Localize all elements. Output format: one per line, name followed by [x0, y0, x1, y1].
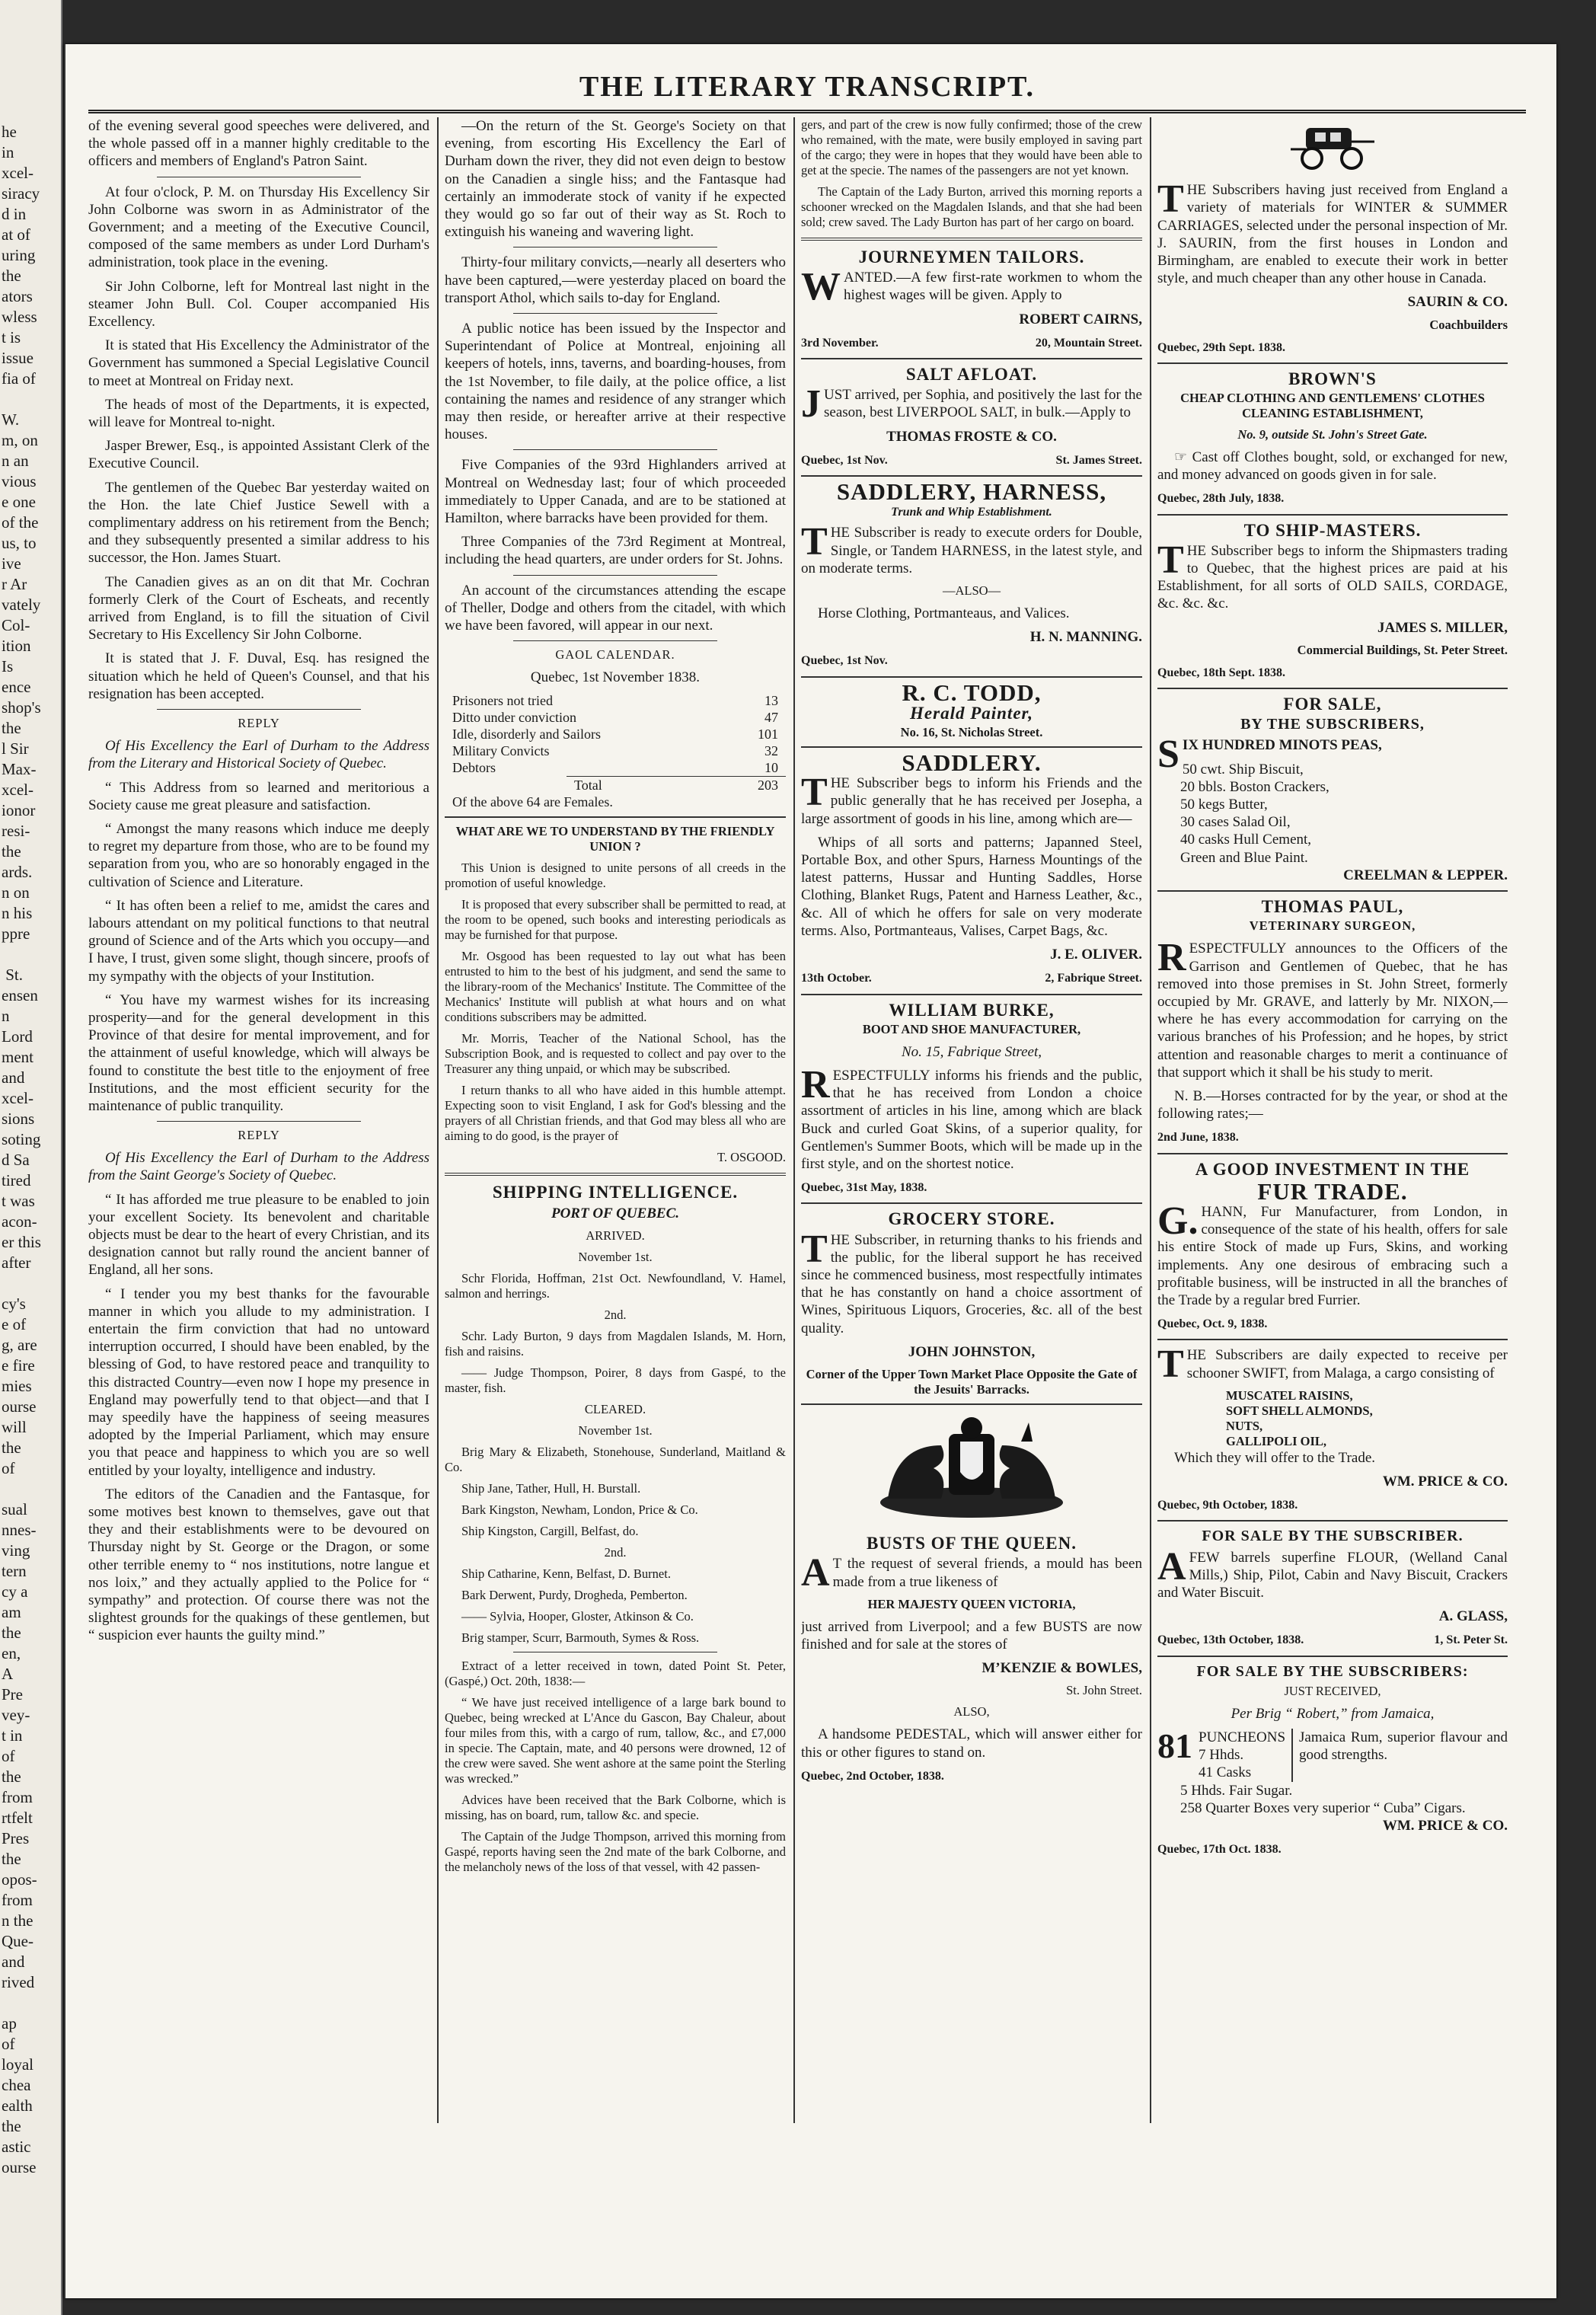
ad-subheading: CHEAP CLOTHING AND GENTLEMENS' CLOTHES CLEANING ESTABLISHMENT,: [1180, 391, 1485, 421]
ad-date: 13th October.: [801, 972, 872, 985]
paragraph: At four o'clock, P. M. on Thursday His Excellency Sir John Colborne was sworn in as Administrator of the Government; and a meeting of the Executive Council, composed of the same members as under Lord Durham's administration, took place in the evening.: [88, 184, 429, 271]
ad-body: RESPECTFULLY informs his friends and the public, that he has received from London a choice assortment of articles in his line, among which are black Buck and curled Goat Skins, of a superior quality, for Gentlemen's Summer Boots, which will be made up in the first style, and on the shortest notice.: [801, 1062, 1142, 1172]
paragraph: gers, and part of the crew is now fully confirmed; those of the crew who remained, with the mate, were busily employed in saving part of the cargo; they were in hopes that they would have been able to get at the specie. The names of the passengers are not yet known.: [801, 117, 1142, 177]
column-rule: [1150, 117, 1151, 2123]
list-item: 41 Casks: [1199, 1764, 1252, 1781]
gaol-row: Military Convicts 32: [452, 743, 778, 759]
ad-body: just arrived from Liverpool; and a few BUSTS are now finished and for sale at the stores of: [801, 1618, 1142, 1652]
paragraph: “ We have just received intelligence of a large bark bound to Quebec, being wrecked at L'Ance du Gascon, Bay Chaleur, about four miles from this, with a cargo of rum, tallow, &c., and £7,000 in specie. The Captain, mate, and 40 persons were drowned, 12 of the crew were saved. She went ashore at the same point the Sterling was wrecked.”: [445, 1694, 786, 1786]
shipping-entry: Ship Catharine, Kenn, Belfast, D. Burnet.: [461, 1566, 671, 1581]
divider: [1157, 362, 1508, 364]
paragraph: The Captain of the Judge Thompson, arrived this morning from Gaspé, reports having seen the 2nd mate of the bark Colborne, and the melancholy news of the loss of that vessel, with 42 passen-: [445, 1828, 786, 1874]
paragraph: I return thanks to all who have aided in this humble attempt. Expecting soon to visit England, I ask for God's blessing and the prayers of all Christian friends, and that God may bless all who are aiming to do good, is the prayer of: [445, 1083, 786, 1144]
ad-date: Quebec, 31st May, 1838.: [801, 1181, 927, 1195]
union-heading: WHAT ARE WE TO UNDERSTAND BY THE FRIENDLY UNION ?: [455, 824, 775, 854]
previous-page-edge: [0, 0, 62, 2315]
ad-address: St. John Street.: [1066, 1683, 1142, 1698]
ad-body: G.HANN, Fur Manufacturer, from London, in consequence of the state of his health, offers for sale his entire Stock of made up Furs, Skins, and working implements. Any one desirous of embracing such a profitable business, will be instructed in all the branches of the Trade by a regular bred Furrier.: [1157, 1199, 1508, 1308]
ad-subheading: JUST RECEIVED,: [1284, 1683, 1381, 1698]
ad-body: N. B.—Horses contracted for by the year, or shod at the following rates;—: [1157, 1087, 1508, 1122]
ad-body: THE Subscribers are daily expected to receive per schooner SWIFT, from Malaga, a cargo consisting of: [1157, 1343, 1508, 1387]
ad-heading: WILLIAM BURKE,: [889, 1000, 1055, 1020]
ad-heading: FOR SALE,: [1283, 694, 1382, 714]
ad-address: 2, Fabrique Street.: [1045, 972, 1142, 985]
paragraph: “ This Address from so learned and meritorious a Society cause me great pleasure and satisfaction.: [88, 779, 429, 813]
paragraph: An account of the circumstances attending the escape of Theller, Dodge and others from the citadel, with which we have been favored, will appear in our next.: [445, 582, 786, 634]
list-item: 258 Quarter Boxes very superior “ Cuba” Cigars.: [1180, 1799, 1466, 1816]
divider: [1157, 1339, 1508, 1340]
paragraph: of the evening several good speeches were delivered, and the whole passed off in a manner highly creditable to the officers and members of England's Patron Saint.: [88, 118, 429, 170]
coat-of-arms-icon: [873, 1411, 1071, 1525]
divider: [801, 676, 1142, 678]
ad-address: No. 15, Fabrique Street,: [902, 1043, 1042, 1060]
column-rule: [793, 117, 795, 2123]
arrived-label: ARRIVED.: [586, 1228, 645, 1243]
list-item: MUSCATEL RAISINS,: [1226, 1387, 1353, 1403]
ad-date: 2nd June, 1838.: [1157, 1131, 1239, 1145]
ad-body: AFEW barrels superfine FLOUR, (Welland Canal Mills,) Ship, Pilot, Cabin and Navy Biscuit, Crackers and Water Biscuit.: [1157, 1544, 1508, 1601]
list-item: 50 cwt. Ship Biscuit,: [1182, 761, 1304, 778]
ad-date: Quebec, 13th October, 1838.: [1157, 1633, 1304, 1647]
sale-list: [1157, 761, 1508, 867]
reply-heading: Of His Excellency the Earl of Durham to the Address from the Literary and Historical Society of Quebec.: [88, 738, 429, 772]
ad-subheading: VETERINARY SURGEON,: [1249, 918, 1416, 934]
shipping-entry: Schr Florida, Hoffman, 21st Oct. Newfoundland, V. Hamel, salmon and herrings.: [445, 1270, 786, 1301]
list-item: GALLIPOLI OIL,: [1226, 1433, 1327, 1448]
reply-heading: Of His Excellency the Earl of Durham to the Address from the Saint George's Society of Quebec.: [88, 1150, 429, 1184]
ad-body: SIX HUNDRED MINOTS PEAS,: [1157, 733, 1382, 777]
ad-body: Which they will offer to the Trade.: [1174, 1449, 1376, 1466]
ad-subheading: Per Brig “ Robert,” from Jamaica,: [1231, 1705, 1435, 1722]
shipping-entry: Ship Jane, Tather, Hull, H. Burstall.: [461, 1480, 641, 1496]
divider: [513, 640, 718, 641]
divider: [801, 1403, 1142, 1405]
paragraph: “ You have my warmest wishes for its increasing prosperity—and for the general development in this Province of that desire for mental improvement, and for the attainment of useful knowledge, which will always be found to constitute the best title to the enjoyment of free Institutions, and the most efficient security for the maintenance of public tranquility.: [88, 991, 429, 1114]
ad-also: ALSO,: [953, 1704, 990, 1719]
ad-body: THE Subscriber, in returning thanks to his friends and the public, for the liberal support he has received since he commenced business, most respectfully intimates that he has constantly on hand a choice assortment of Wines, Spirituous Liquors, Groceries, &c. all of the best quality.: [801, 1227, 1142, 1336]
paragraph: Extract of a letter received in town, dated Point St. Peter, (Gaspé,) Oct. 20th, 1838:—: [445, 1658, 786, 1688]
paragraph: Thirty-four military convicts,—nearly all deserters who have been captured,—were yesterday placed on board the transport Athol, which sails to-day for England.: [445, 254, 786, 306]
shipping-entry: Brig Mary & Elizabeth, Stonehouse, Sunderland, Maitland & Co.: [445, 1444, 786, 1474]
ad-heading: TO SHIP-MASTERS.: [1243, 520, 1422, 540]
divider: [445, 1173, 786, 1176]
column-rule: [437, 117, 439, 2123]
ad-body: ☞ Cast off Clothes bought, sold, or exchanged for new, and money advanced on goods given in for sale.: [1157, 449, 1508, 484]
divider: [513, 449, 718, 450]
ad-date: Quebec, 17th Oct. 1838.: [1157, 1843, 1282, 1857]
cleared-label: CLEARED.: [584, 1401, 646, 1416]
ad-address: Corner of the Upper Town Market Place Opposite the Gate of the Jesuits' Barracks.: [806, 1366, 1138, 1397]
paragraph: The editors of the Canadien and the Fantasque, for some motives best known to themselves, gave out that they and their establishments were to be devoured on Thursday night by St. George or the Dragon, or some other terrible enemy to “ nos institutions, notre langue et nos loix,” and they actually applied to the Police for “ sympathy” and protection. Of course there was not the slightest grounds for the quakings of these gentlemen, but “ suspicion ever haunts the guilty mind.”: [88, 1486, 429, 1644]
list-item: 40 casks Hull Cement,: [1180, 832, 1312, 848]
paragraph: The Canadien gives as an on dit that Mr. Cochran formerly Clerk of the Court of Escheats, and recently arrived from England, is to fill the situation of Civil Secretary to His Excellency Sir John Colborne.: [88, 573, 429, 643]
divider: [801, 358, 1142, 359]
reply-label: REPLY: [238, 716, 280, 731]
ad-address: No. 9, outside St. John's Street Gate.: [1237, 427, 1428, 442]
ad-address: Commercial Buildings, St. Peter Street.: [1297, 642, 1508, 657]
ad-also: —ALSO—: [942, 583, 1001, 599]
shipping-entry: Bark Derwent, Purdy, Drogheda, Pemberton.: [461, 1587, 688, 1602]
signature: JOHN JOHNSTON,: [908, 1343, 1036, 1360]
ad-date: Quebec, 28th July, 1838.: [1157, 492, 1285, 506]
column-3: [801, 117, 1142, 2123]
ad-address: No. 16, St. Nicholas Street.: [900, 725, 1043, 740]
signature: WM. PRICE & CO.: [1382, 1818, 1508, 1834]
divider: [1157, 890, 1508, 892]
ad-heading: THOMAS PAUL,: [1261, 897, 1404, 917]
gaol-title: GAOL CALENDAR.: [555, 647, 675, 663]
ad-address: 20, Mountain Street.: [1035, 336, 1142, 350]
divider: [801, 1202, 1142, 1204]
ad-body: THE Subscriber begs to inform the Shipmasters trading to Quebec, that the highest prices are paid at his Establishment, for all sorts of OLD SAILS, CORDAGE, &c. &c. &c.: [1157, 538, 1508, 612]
paragraph: The heads of most of the Departments, it is expected, will leave for Montreal to-night.: [88, 396, 429, 431]
ad-body: Whips of all sorts and patterns; Japanned Steel, Portable Box, and other Spurs, Harness Mountings of the latest patterns, Hussar and Hunting Saddles, Horse Clothing, Blanket Rugs, Patent and Harness Leather, &c., &c. All of which he offers for sale on very moderate terms. Also, Portmanteaus, Valises, Carpet Bags, &c.: [801, 834, 1142, 939]
masthead-rule: [88, 110, 1526, 113]
paragraph: The Captain of the Lady Burton, arrived this morning reports a schooner wrecked on the Magdalen Islands, and that she had been sold; crew saved. The Lady Burton has part of her cargo on board.: [801, 184, 1142, 229]
ad-highlight: HER MAJESTY QUEEN VICTORIA,: [867, 1596, 1076, 1611]
column-2: [445, 117, 786, 2123]
ad-subheading: BOOT AND SHOE MANUFACTURER,: [862, 1021, 1081, 1036]
signature: WM. PRICE & CO.: [1382, 1473, 1508, 1490]
paragraph: Mr. Osgood has been requested to lay out what has been entrusted to him to the best of his judgment, and send the same to the library-room of the Mechanics' Institute. The Committee of the Mechanics' Institute will publish at what hours and on what conditions subscribers may be admitted.: [445, 949, 786, 1025]
paragraph: The gentlemen of the Quebec Bar yesterday waited on the Hon. the late Chief Justice Sewell with a complimentary address on his retirement from the Bench; and they subsequently presented a similar address to his successor, the Hon. James Stuart.: [88, 479, 429, 567]
divider: [513, 313, 718, 314]
rum-count: 81: [1157, 1726, 1192, 1765]
divider: [157, 1121, 362, 1122]
signature: H. N. MANNING.: [1029, 629, 1142, 646]
paragraph: It is stated that J. F. Duval, Esq. has resigned the situation which he held of Queen's Counsel, and that his resignation has been accepted.: [88, 650, 429, 702]
signature: M’KENZIE & BOWLES,: [982, 1660, 1142, 1677]
shipping-entry: Ship Kingston, Cargill, Belfast, do.: [461, 1523, 639, 1538]
gaol-table: [445, 692, 786, 810]
list-item: 7 Hhds.: [1199, 1747, 1244, 1764]
ad-subheading: BY THE SUBSCRIBERS,: [1240, 716, 1425, 733]
gaol-total-row: Total 203: [567, 776, 786, 793]
divider: [1157, 1153, 1508, 1154]
shipping-entry: Schr. Lady Burton, 9 days from Magdalen Islands, M. Horn, fish and raisins.: [445, 1328, 786, 1359]
ad-body: JUST arrived, per Sophia, and positively the last for the season, best LIVERPOOL SALT, in bulk.—Apply to: [801, 382, 1142, 426]
paragraph: A public notice has been issued by the Inspector and Superintendant of Police at Montreal, enjoining all keepers of hotels, inns, taverns, and boarding-houses, from the 1st November, to file daily, at the police office, a list containing the names and residence of any stranger which may then reside, or hereafter arrive at their respective houses.: [445, 321, 786, 443]
ad-body: Horse Clothing, Portmanteaus, and Valices.: [818, 605, 1070, 622]
signature: ROBERT CAIRNS,: [1019, 311, 1142, 327]
ad-body: A handsome PEDESTAL, which will answer either for this or other figures to stand on.: [801, 1726, 1142, 1761]
ad-date: Quebec, 18th Sept. 1838.: [1157, 666, 1285, 679]
paragraph: “ It has afforded me true pleasure to be enabled to join your excellent Society. Its benevolent and charitable objects must be dear to the heart of every Christian, and its designation cannot but rally round the ancient banner of England, all her sons.: [88, 1191, 429, 1279]
carriage-icon: [1283, 119, 1382, 172]
ad-date: Quebec, 2nd October, 1838.: [801, 1769, 944, 1783]
signature: CREELMAN & LEPPER.: [1343, 867, 1508, 883]
column-1: [88, 117, 429, 2123]
date-label: November 1st.: [578, 1249, 653, 1264]
ad-heading: GROCERY STORE.: [888, 1209, 1055, 1229]
shipping-heading: SHIPPING INTELLIGENCE.: [492, 1183, 739, 1202]
list-item: 20 bbls. Boston Crackers,: [1180, 778, 1329, 795]
ad-heading: BROWN'S: [1288, 369, 1377, 388]
divider: [1157, 1520, 1508, 1522]
ad-date: Quebec, 1st Nov.: [801, 453, 888, 467]
list-item: PUNCHEONS: [1199, 1729, 1286, 1745]
ad-heading: FOR SALE BY THE SUBSCRIBERS:: [1196, 1662, 1469, 1680]
paragraph: It is proposed that every subscriber shall be permitted to read, at the room to be opened, such books and interesting periodicals as may be furnished for that purpose.: [445, 897, 786, 943]
divider: [445, 816, 786, 818]
rum-block: [1157, 1726, 1508, 1782]
rum-description: Jamaica Rum, superior flavour and good strengths.: [1299, 1729, 1508, 1764]
ad-subheading: Herald Painter,: [910, 703, 1033, 723]
carriage-image: [1157, 119, 1508, 177]
ad-heading: R. C. TODD,: [902, 679, 1042, 706]
ad-body: AT the request of several friends, a mould has been made from a true likeness of: [801, 1551, 1142, 1595]
reply-label: REPLY: [238, 1128, 280, 1143]
paragraph: Jasper Brewer, Esq., is appointed Assistant Clerk of the Executive Council.: [88, 438, 429, 472]
paragraph: Sir John Colborne, left for Montreal last night in the steamer John Bull. Col. Couper accompanied His Excellency.: [88, 278, 429, 330]
royal-coat-of-arms: [801, 1411, 1142, 1530]
shipping-entry: —— Judge Thompson, Poirer, 8 days from Gaspé, to the master, fish.: [445, 1365, 786, 1395]
previous-page-text: he in xcel- siracy d in at of uring the ators wless t is issue fia of W. m, on n an vious e one of the us, to ive r Ar vately Col- ition Is ence shop's the l Sir Max- xcel- ionor resi- the ards. n on n his ppre St. ensen n Lord ment and xcel- sions soting d Sa tired t was acon- er this after cy's e of g, are e fire mies ourse will the of sual nnes- ving tern cy a am the en, A Pre vey- t in of the from rtfelt Pres the opos- from n the Que- and rived ap of loyal chea ealth the astic ourse: [2, 123, 41, 2176]
divider: [1157, 1656, 1508, 1657]
pointing-hand-icon: ☞: [1174, 449, 1188, 466]
divider: [1157, 514, 1508, 516]
ad-address: 1, St. Peter St.: [1434, 1633, 1508, 1647]
date-label: November 1st.: [578, 1423, 653, 1438]
list-item: NUTS,: [1226, 1418, 1263, 1433]
gaol-row: Prisoners not tried 13: [452, 693, 778, 709]
paragraph: This Union is designed to unite persons of all creeds in the promotion of useful knowledge.: [445, 861, 786, 891]
ad-heading: SADDLERY, HARNESS,: [836, 478, 1107, 506]
ad-heading-large: FUR TRADE.: [1257, 1177, 1408, 1205]
list-item: SOFT SHELL ALMONDS,: [1226, 1403, 1373, 1418]
ad-body: THE Subscriber is ready to execute orders for Double, Single, or Tandem HARNESS, in the latest style, and on moderate terms.: [801, 520, 1142, 576]
gaol-females: Of the above 64 are Females.: [452, 794, 613, 810]
ad-body: RESPECTFULLY announces to the Officers of the Garrison and Gentlemen of Quebec, that he has removed into those premises in St. John Street, formerly occupied by Mr. GRAVE, and latterly by Mr. NIXON,—where he has every accommodation for carrying on the various branches of his Profession; and he hopes, by strict attention and reasonable charges to merit a continuance of that support which it shall be his study to merit.: [1157, 936, 1508, 1081]
list-item: 5 Hhds. Fair Sugar.: [1180, 1782, 1293, 1799]
paragraph: —On the return of the St. George's Society on that evening, from escorting His Excellency the Earl of Durham down the river, they did not even deign to bestow on the Canadien a single hiss; and the Fantasque had certainly an immoderate stock of vanity if he expected they would go so far out of their way as St. Roch to extinguish his waneing and wavering light.: [445, 118, 786, 241]
rum-extra-list: [1157, 1782, 1508, 1817]
paragraph: Three Companies of the 73rd Regiment at Montreal, including the head quarters, are under orders for St. Johns.: [445, 534, 786, 568]
ad-body: THE Subscribers having just received from England a variety of materials for WINTER & SUMMER CARRIAGES, selected under the personal inspection of Mr. J. SAURIN, from the first houses in London and Birmingham, are enabled to execute their work in better style, and much cheaper than any other house in Canada.: [1157, 177, 1508, 287]
ad-body: THE Subscriber begs to inform his Friends and the public generally that he has received per Josepha, a large assortment of goods in his line, among which are—: [801, 771, 1142, 827]
cargo-list: [1157, 1388, 1508, 1449]
date-label: 2nd.: [604, 1544, 627, 1560]
ad-heading: FOR SALE BY THE SUBSCRIBER.: [1202, 1528, 1464, 1545]
paragraph: It is stated that His Excellency the Administrator of the Government has summoned a Special Legislative Council to meet at Montreal on Friday next.: [88, 337, 429, 389]
divider: [801, 475, 1142, 477]
column-4: [1157, 117, 1508, 2123]
gaol-row: Debtors 10: [452, 760, 778, 776]
ad-date: 3rd November.: [801, 336, 879, 350]
ad-heading: A GOOD INVESTMENT IN THE: [1195, 1159, 1470, 1179]
ad-date: Quebec, Oct. 9, 1838.: [1157, 1317, 1268, 1331]
paragraph: Advices have been received that the Bark Colborne, which is missing, has on board, rum, tallow &c. and specie.: [445, 1792, 786, 1822]
ad-body: WANTED.—A few first-rate workmen to whom the highest wages will be given. Apply to: [801, 265, 1142, 309]
gaol-row: Idle, disorderly and Sailors 101: [452, 726, 778, 742]
ad-heading: JOURNEYMEN TAILORS.: [858, 247, 1085, 267]
list-item: 50 kegs Butter,: [1180, 797, 1268, 813]
divider: [801, 994, 1142, 995]
shipping-entry: —— Sylvia, Hooper, Gloster, Atkinson & Co.: [461, 1608, 694, 1624]
date-label: 2nd.: [604, 1307, 627, 1322]
paragraph: “ I tender you my best thanks for the favourable manner in which you allude to my administration. I entertain the firm conviction that had no untoward interruption occurred, I should have been enabled, by the blessing of God, to have restored peace and tranquility to this distracted Country—even now I hope my presence in England may powerfully tend to that object—and that I may speedily have the happiness of seeing measures adopted by the Imperial Parliament, which may ensure you that peace and happiness to which you are so well entitled by your loyalty, intelligence and industry.: [88, 1285, 429, 1479]
divider: [801, 238, 1142, 241]
ad-date: Quebec, 9th October, 1838.: [1157, 1499, 1298, 1512]
ad-heading: BUSTS OF THE QUEEN.: [867, 1534, 1077, 1553]
rum-items: [1199, 1729, 1293, 1782]
list-item: Green and Blue Paint.: [1180, 849, 1308, 866]
shipping-entry: Brig stamper, Scurr, Barmouth, Symes & Ross.: [461, 1630, 700, 1645]
gaol-date: Quebec, 1st November 1838.: [530, 669, 701, 686]
masthead-title: THE LITERARY TRANSCRIPT.: [579, 71, 1036, 103]
paragraph: “ Amongst the many reasons which induce me deeply to regret my departure from those, who are to be found my separation from you, who are so honorably engaged in the cultivation of Science and Literature.: [88, 820, 429, 890]
ad-heading: SADDLERY.: [902, 749, 1042, 777]
port-heading: PORT OF QUEBEC.: [551, 1205, 680, 1221]
ad-heading: SALT AFLOAT.: [905, 365, 1038, 385]
shipping-entry: Bark Kingston, Newham, London, Price & Co.: [461, 1502, 698, 1517]
signature: JAMES S. MILLER,: [1377, 619, 1508, 636]
paragraph: Five Companies of the 93rd Highlanders arrived at Montreal on Wednesday last; four of which proceeded immediately to Upper Canada, and are to be stationed at Hamilton, where barracks have been provided for them.: [445, 457, 786, 527]
list-item: 30 cases Salad Oil,: [1180, 814, 1291, 831]
signature: THOMAS FROSTE & CO.: [886, 428, 1057, 445]
signature: A. GLASS,: [1438, 1608, 1508, 1625]
ad-subheading: Trunk and Whip Establishment.: [891, 506, 1052, 519]
signature-role: Coachbuilders: [1429, 317, 1508, 332]
divider: [801, 746, 1142, 748]
paragraph: Mr. Morris, Teacher of the National School, has the Subscription Book, and is requested to collect and pay over to the Treasurer any thing unpaid, or which may be subscribed.: [445, 1031, 786, 1077]
ad-date: Quebec, 1st Nov.: [801, 654, 888, 668]
newspaper-page: [64, 44, 1556, 2298]
signature: T. OSGOOD.: [717, 1150, 786, 1165]
ad-address: St. James Street.: [1055, 453, 1142, 467]
divider: [157, 709, 362, 710]
divider: [1157, 688, 1508, 689]
signature: SAURIN & CO.: [1407, 294, 1508, 311]
gaol-row: Ditto under conviction 47: [452, 710, 778, 726]
paragraph: “ It has often been a relief to me, amidst the cares and labours attendant on my political functions to that neutral ground of Science and of the Arts which you occupy—and I have, I trust, given some slight, though sincere, proofs of my sympathy with the objects of your Institution.: [88, 897, 429, 985]
signature: J. E. OLIVER.: [1050, 947, 1142, 963]
ad-date: Quebec, 29th Sept. 1838.: [1157, 340, 1285, 354]
divider: [513, 575, 718, 576]
